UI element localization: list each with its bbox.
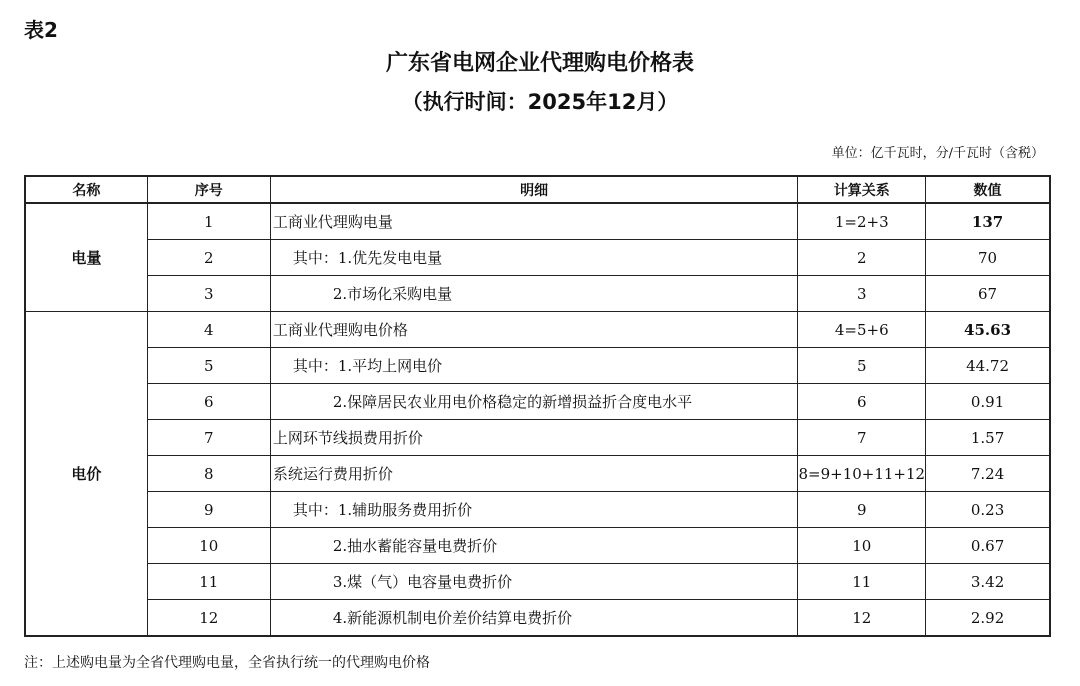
table-header-row — [25, 176, 1050, 203]
row-no: 7 — [147, 420, 270, 456]
unit-note: 单位：亿千瓦时，分/千瓦时（含税） — [831, 146, 1044, 161]
row-detail: 4.新能源机制电价差价结算电费折价 — [270, 600, 798, 637]
row-no: 2 — [147, 240, 270, 276]
row-no: 1 — [147, 203, 270, 240]
row-calc: 7 — [798, 420, 926, 456]
table-label: 表2 — [24, 18, 58, 42]
row-no: 3 — [147, 276, 270, 312]
header-name: 名称 — [25, 176, 147, 203]
table-row — [25, 203, 1050, 240]
row-detail: 上网环节线损费用折价 — [270, 420, 798, 456]
header-value: 数值 — [926, 176, 1050, 203]
row-detail: 工商业代理购电价格 — [270, 312, 798, 348]
footnote: 注：上述购电量为全省代理购电量，全省执行统一的代理购电价格 — [24, 655, 430, 671]
table-row — [25, 240, 1050, 276]
row-no: 4 — [147, 312, 270, 348]
row-detail: 其中：1.优先发电电量 — [270, 240, 798, 276]
row-detail: 系统运行费用折价 — [270, 456, 798, 492]
row-no: 11 — [147, 564, 270, 600]
row-no: 9 — [147, 492, 270, 528]
row-calc: 2 — [798, 240, 926, 276]
table-row — [25, 600, 1050, 637]
table-row — [25, 276, 1050, 312]
table-row — [25, 312, 1050, 348]
header-calc: 计算关系 — [798, 176, 926, 203]
row-calc: 12 — [798, 600, 926, 637]
row-no: 8 — [147, 456, 270, 492]
table-row — [25, 528, 1050, 564]
row-value: 7.24 — [926, 456, 1050, 492]
table-row — [25, 420, 1050, 456]
row-calc: 6 — [798, 384, 926, 420]
row-calc: 4=5+6 — [798, 312, 926, 348]
price-table — [24, 175, 1051, 637]
page-subtitle: （执行时间：2025年12月） — [401, 90, 679, 114]
row-calc: 8=9+10+11+12 — [798, 456, 926, 492]
row-value: 1.57 — [926, 420, 1050, 456]
row-calc: 1=2+3 — [798, 203, 926, 240]
row-value: 3.42 — [926, 564, 1050, 600]
row-no: 10 — [147, 528, 270, 564]
row-value: 0.67 — [926, 528, 1050, 564]
header-no: 序号 — [147, 176, 270, 203]
row-detail: 3.煤（气）电容量电费折价 — [270, 564, 798, 600]
table-row — [25, 348, 1050, 384]
row-no: 12 — [147, 600, 270, 637]
row-calc: 5 — [798, 348, 926, 384]
row-value: 137 — [926, 203, 1050, 240]
row-detail: 工商业代理购电量 — [270, 203, 798, 240]
row-value: 2.92 — [926, 600, 1050, 637]
group-label: 电量 — [25, 203, 147, 312]
row-detail: 2.抽水蓄能容量电费折价 — [270, 528, 798, 564]
row-detail: 其中：1.辅助服务费用折价 — [270, 492, 798, 528]
row-value: 70 — [926, 240, 1050, 276]
row-value: 45.63 — [926, 312, 1050, 348]
table-row — [25, 456, 1050, 492]
row-calc: 11 — [798, 564, 926, 600]
row-value: 67 — [926, 276, 1050, 312]
row-no: 6 — [147, 384, 270, 420]
row-value: 0.91 — [926, 384, 1050, 420]
row-value: 44.72 — [926, 348, 1050, 384]
row-detail: 2.市场化采购电量 — [270, 276, 798, 312]
row-detail: 其中：1.平均上网电价 — [270, 348, 798, 384]
table-row — [25, 384, 1050, 420]
row-calc: 10 — [798, 528, 926, 564]
table-row — [25, 564, 1050, 600]
table-row — [25, 492, 1050, 528]
page-title: 广东省电网企业代理购电价格表 — [385, 51, 694, 76]
row-value: 0.23 — [926, 492, 1050, 528]
header-detail: 明细 — [270, 176, 798, 203]
row-calc: 3 — [798, 276, 926, 312]
group-label: 电价 — [25, 312, 147, 637]
row-no: 5 — [147, 348, 270, 384]
row-detail: 2.保障居民农业用电价格稳定的新增损益折合度电水平 — [270, 384, 798, 420]
row-calc: 9 — [798, 492, 926, 528]
